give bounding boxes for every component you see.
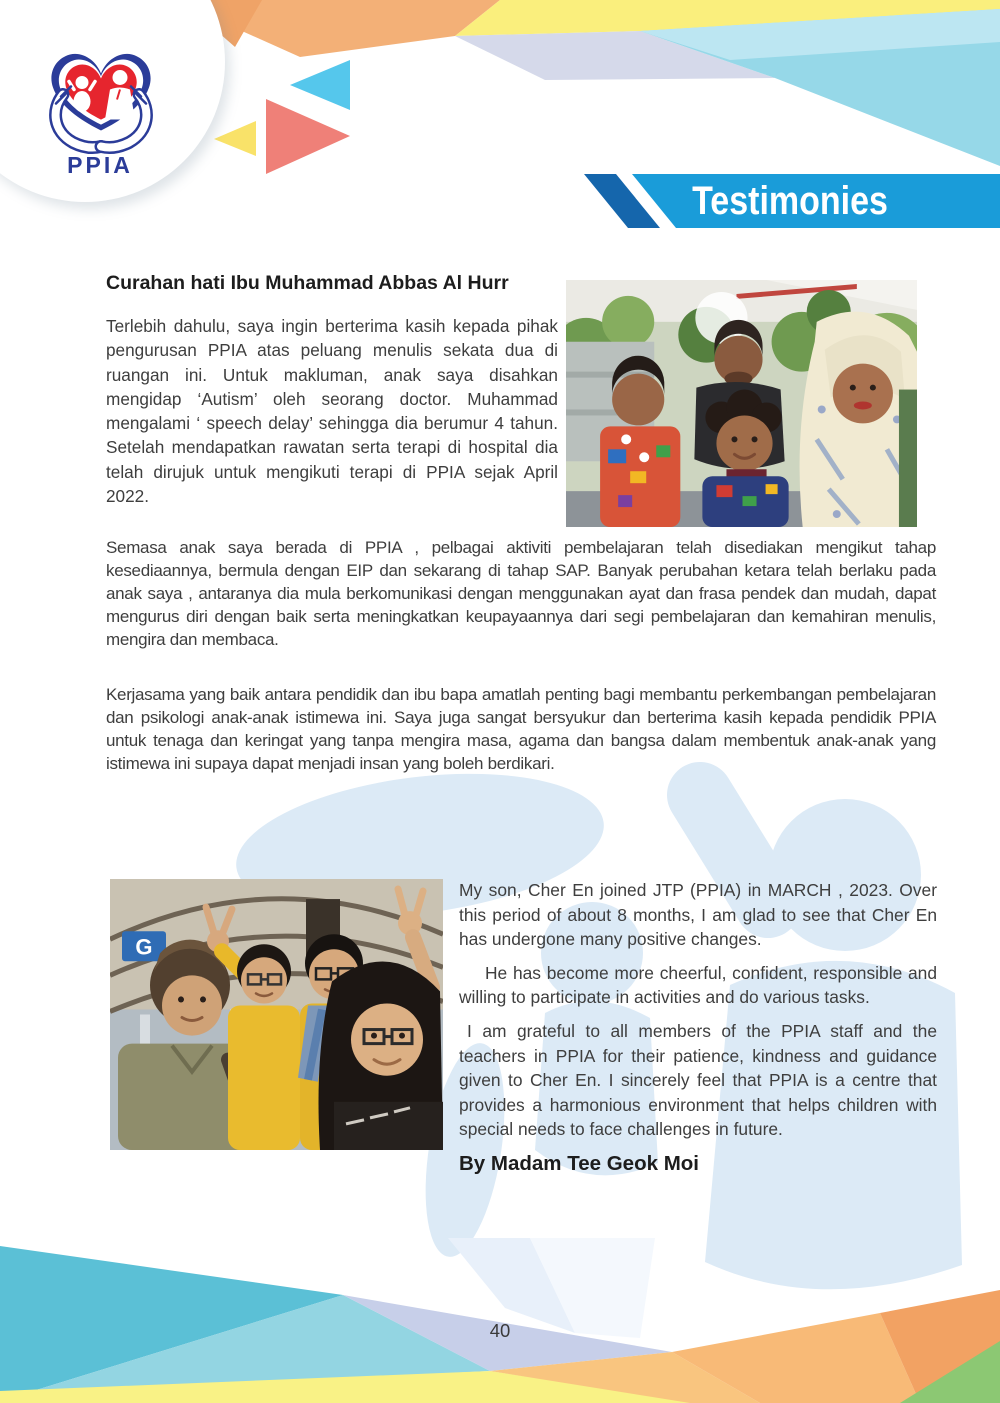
testimony2-text-column bbox=[459, 878, 937, 1177]
testimony1-paragraph-3: Kerjasama yang baik antara pendidik dan ibu bapa amatlah penting bagi membantu perkembangan pembelajaran dan psikologi anak-anak istimewa ini. Saya juga sangat bersyukur dan berterima kasih kepada pendidik PPIA untuk tenaga dan keringat yang tanpa mengira masa, agama dan bangsa dalam membentuk anak-anak yang istimewa ini supaya dapat menjadi insan yang boleh berdikari. bbox=[106, 685, 936, 773]
red-triangle bbox=[266, 99, 350, 174]
svg-text:G: G bbox=[135, 934, 153, 960]
ppia-logo bbox=[25, 38, 175, 166]
testimony2-paragraph-3: I am grateful to all members of the PPIA staff and the teachers in PPIA for their patience, kindness and guidance given to Cher En. I sincerely feel that PPIA is a centre that provides a harmonious environment that helps children with special needs to face challenges in future. bbox=[459, 1020, 937, 1140]
testimony2-byline: By Madam Tee Geok Moi bbox=[459, 1151, 699, 1175]
family-photo bbox=[566, 280, 917, 527]
testimony2-paragraph-2: He has become more cheerful, confident, responsible and willing to participate in activities and do various tasks. bbox=[459, 962, 937, 1008]
logo-wordmark: PPIA bbox=[67, 152, 133, 178]
airport-selfie-photo bbox=[110, 879, 443, 1150]
testimony1-paragraph-2: Semasa anak saya berada di PPIA , pelbagai aktiviti pembelajaran telah disediakan mengikut tahap kesediaannya, bermula dengan EIP dan sekarang di tahap SAP. Banyak perubahan ketara telah berlaku pada anak saya , antaranya dia mula berkomunikasi dengan menggunakan ayat dan frasa pendek dan mudah, dapat mengurus diri dengan baik serta meningkatkan keupayaannya dari segi pembelajaran dan kemahiran menulis, mengira dan membaca. bbox=[106, 538, 936, 649]
testimony2-paragraph-1: My son, Cher En joined JTP (PPIA) in MARCH , 2023. Over this period of about 8 months, I am glad to see that Cher En has undergone many positive changes. bbox=[459, 880, 937, 950]
yellow-triangle bbox=[214, 121, 256, 156]
page-title: Testimonies bbox=[692, 178, 888, 223]
testimony1-title: Curahan hati Ibu Muhammad Abbas Al Hurr bbox=[106, 272, 509, 294]
cyan-triangle bbox=[290, 60, 350, 110]
page-number: 40 bbox=[489, 1320, 511, 1341]
testimony1-paragraph-1: Terlebih dahulu, saya ingin berterima kasih kepada pihak pengurusan PPIA atas peluang menulis sekata dua di ruangan ini. Untuk makluman, anak saya disahkan mengidap ‘Autism’ oleh seorang doctor. Muhammad mengalami ‘ speech delay’ sehingga dia berumur 4 tahun. Setelah mendapatkan rawatan serta terapi di hospital dia telah dirujuk untuk mengikuti terapi di PPIA sejak April 2022. bbox=[106, 316, 558, 507]
